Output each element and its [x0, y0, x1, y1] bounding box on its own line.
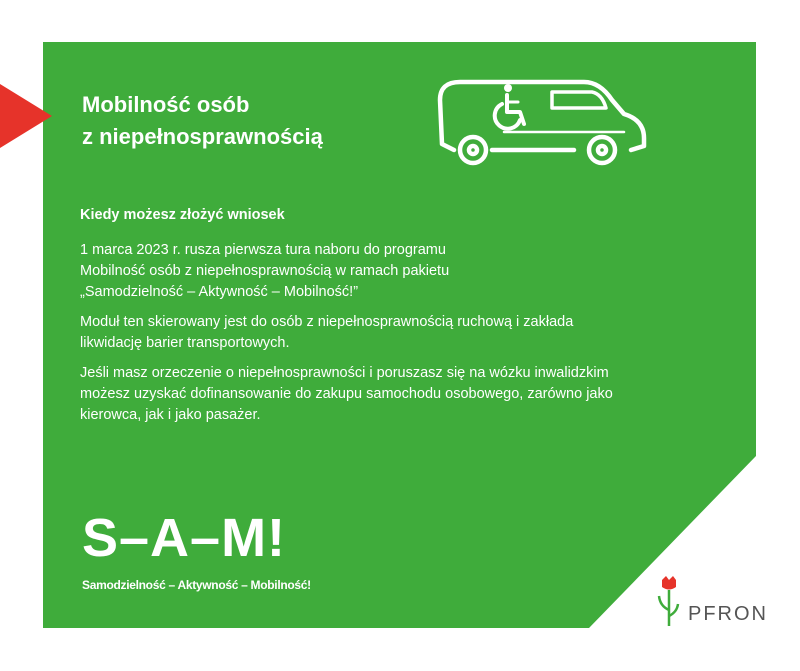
text-line: kierowca, jak i jako pasażer. [80, 407, 261, 423]
sam-tagline: Samodzielność – Aktywność – Mobilność! [82, 578, 311, 592]
text-line: 1 marca 2023 r. rusza pierwsza tura naboru do programu [80, 242, 446, 258]
text-line: Moduł ten skierowany jest do osób z niepełnosprawnością ruchową i zakłada [80, 314, 574, 330]
text-line: likwidację barier transportowych. [80, 335, 290, 351]
body-text [80, 205, 720, 435]
page-title [82, 89, 412, 153]
pfron-logo-text: PFRON [688, 603, 768, 625]
text-line: Mobilność osób z niepełnosprawnością w ramach pakietu [80, 263, 450, 279]
title-line: z niepełnosprawnością [82, 124, 323, 149]
text-line: Jeśli masz orzeczenie o niepełnosprawności i poruszasz się na wózku inwalidzkim [80, 365, 609, 381]
text-line: możesz uzyskać dofinansowanie do zakupu samochodu osobowego, zarówno jako [80, 386, 613, 402]
sam-logo: S–A–M! [82, 508, 287, 568]
red-arrow-icon [0, 84, 52, 148]
wheelchair-van-icon [434, 72, 649, 172]
paragraph [80, 363, 720, 426]
title-line: Mobilność osób [82, 92, 250, 117]
section-heading: Kiedy możesz złożyć wniosek [80, 207, 285, 223]
paragraph [80, 312, 720, 354]
paragraph [80, 240, 720, 303]
text-line: „Samodzielność – Aktywność – Mobilność!” [80, 284, 359, 300]
